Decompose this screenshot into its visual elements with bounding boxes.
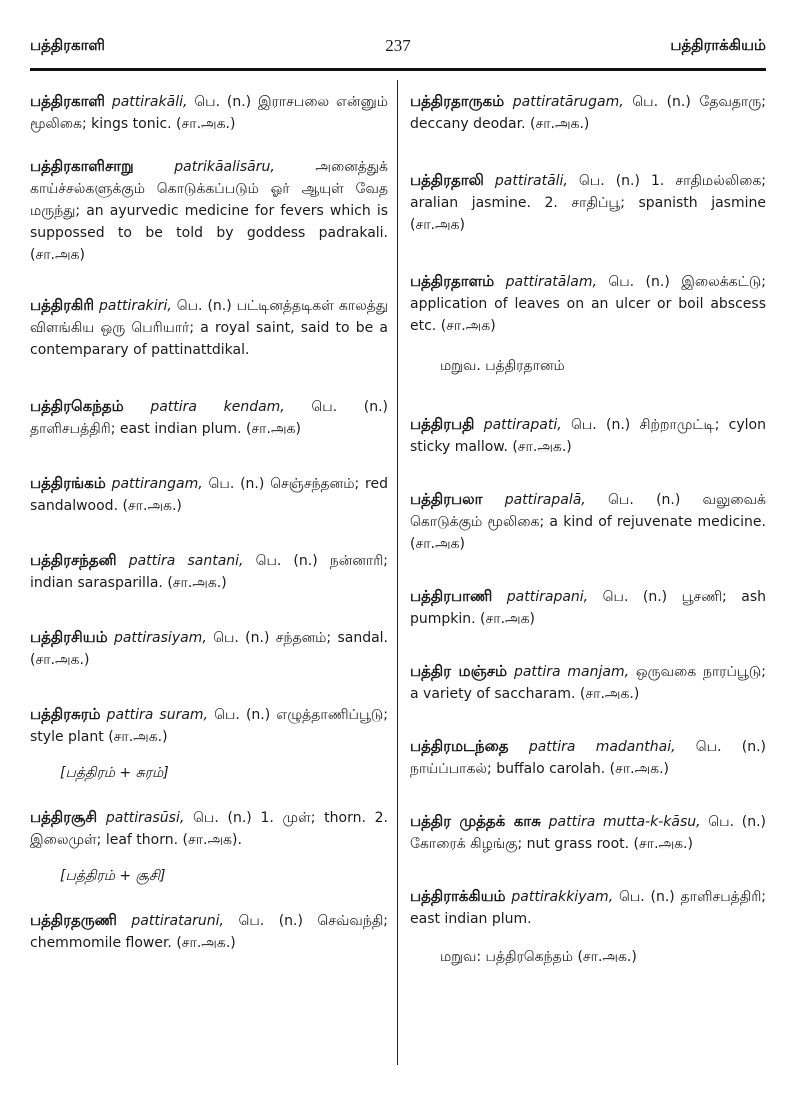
entry-headword: பத்திரதாருகம் — [410, 92, 505, 110]
entry-definition: பெ. (n.) பட்டினத்தடிகள் காலத்து விளங்கிய ஒரு பெரியார்; a royal saint, said to be a contemparary of pattinattdikal. — [30, 298, 388, 358]
entry-transliteration: patrikāalisāru, — [174, 159, 275, 175]
entry-headword: பத்திரகாளிசாறு — [30, 157, 134, 175]
entry-headword: பத்திரகிரி — [30, 296, 95, 314]
entry-transliteration: pattira madanthai, — [528, 739, 676, 755]
dictionary-entry — [410, 885, 766, 930]
entry-transliteration: pattirasūsi, — [105, 810, 185, 826]
dictionary-entry — [30, 806, 388, 851]
entry-transliteration: pattiratārugam, — [512, 94, 624, 110]
entry-transliteration: pattirapani, — [506, 589, 589, 605]
entry-definition: பெ. (n.) சிற்றாமுட்டி; cylon sticky mallow. (சா.அக.) — [410, 417, 766, 455]
entry-transliteration: pattiratālam, — [505, 274, 597, 290]
entry-definition: பெ. (n.) 1. சாதிமல்லிகை; aralian jasmine. 2. சாதிப்பூ; spanisth jasmine (சா.அக) — [410, 173, 766, 233]
entry-transliteration: pattirapalā, — [504, 492, 586, 508]
header-last-word: பத்திராக்கியம் — [670, 36, 766, 54]
entry-definition: பெ. (n.) செஞ்சந்தனம்; red sandalwood. (சா.அக.) — [30, 476, 388, 514]
entry-transliteration: pattira manjam, — [513, 664, 630, 680]
entry-headword: பத்திரசூசி — [30, 808, 98, 826]
entry-transliteration: pattirangam, — [111, 476, 203, 492]
dictionary-entry — [410, 413, 766, 458]
dictionary-entry — [410, 90, 766, 135]
entry-headword: பத்திரசியம் — [30, 628, 108, 646]
entry-definition: பெ. (n.) நாய்ப்பாகல்; buffalo carolah. (சா.அக.) — [410, 739, 766, 777]
entry-headword: பத்திரபலா — [410, 490, 483, 508]
entry-headword: பத்திரசுரம் — [30, 705, 101, 723]
entry-definition: ஒருவகை நாரப்பூடு; a variety of saccharam. (சா.அக.) — [410, 664, 766, 702]
entry-definition: பெ. (n.) தாளிசபத்திரி; east indian plum. (சா.அக) — [30, 399, 388, 437]
dictionary-entry — [30, 472, 388, 517]
entry-transliteration: pattira suram, — [106, 707, 209, 723]
entry-definition: பெ. (n.) வலுவைக் கொடுக்கும் மூலிகை; a kind of rejuvenate medicine. (சா.அக) — [410, 492, 767, 552]
header-first-word: பத்திரகாளி — [30, 36, 105, 54]
entry-definition: பெ. (n.) பூசணி; ash pumpkin. (சா.அக) — [410, 589, 766, 627]
entry-headword: பத்திரமடந்தை — [410, 737, 509, 755]
dictionary-entry — [410, 735, 766, 780]
entry-definition: பெ. (n.) இலைக்கட்டு; application of leaves on an ulcer or boil abscess etc. (சா.அக) — [410, 274, 766, 334]
entry-definition: பெ. (n.) எழுத்தாணிப்பூடு; style plant (சா.அக.) — [30, 707, 388, 745]
dictionary-entry — [410, 585, 766, 630]
page-number: 237 — [385, 36, 411, 55]
entry-headword: பத்திரகாளி — [30, 92, 105, 110]
entry-transliteration: pattirataruni, — [131, 913, 225, 929]
header-rule — [30, 68, 766, 71]
entry-headword: பத்திரகெந்தம் — [30, 397, 124, 415]
dictionary-entry — [30, 909, 388, 954]
entry-headword: பத்திரதாளம் — [410, 272, 495, 290]
entry-definition: பெ. (n.) சந்தனம்; sandal. (சா.அக.) — [30, 630, 388, 668]
dictionary-entry — [410, 810, 766, 855]
dictionary-entry — [30, 549, 388, 594]
entry-definition: பெ. (n.) தாளிசபத்திரி; east indian plum. — [410, 889, 767, 927]
entry-definition: பெ. (n.) செவ்வந்தி; chemmomile flower. (சா.அக.) — [30, 913, 389, 951]
entry-definition: பெ. (n.) நன்னாரி; indian sarasparilla. (சா.அக.) — [30, 553, 388, 591]
entry-headword: பத்திரபதி — [410, 415, 475, 433]
entry-headword: பத்திர மஞ்சம் — [410, 662, 508, 680]
entry-headword: பத்திராக்கியம் — [410, 887, 506, 905]
dictionary-entry — [410, 270, 766, 337]
dictionary-entry — [30, 294, 388, 361]
entry-synonym: மறுவ. பத்திரதானம் — [440, 358, 565, 374]
column-divider — [397, 80, 398, 1065]
entry-definition: பெ. (n.) 1. முள்; thorn. 2. இலைமுள்; leaf thorn. (சா.அக). — [30, 810, 389, 848]
dictionary-entry — [30, 90, 388, 135]
entry-transliteration: pattira kendam, — [150, 399, 285, 415]
entry-definition: பெ. (n.) தேவதாரு; deccany deodar. (சா.அக.) — [410, 94, 767, 132]
entry-headword: பத்திரபாணி — [410, 587, 493, 605]
dictionary-entry — [410, 660, 766, 705]
dictionary-entry — [30, 626, 388, 671]
entry-etymology: [பத்திரம் + சுரம்] — [60, 765, 169, 781]
dictionary-entry — [30, 155, 388, 266]
entry-headword: பத்திரதருணி — [30, 911, 117, 929]
entry-transliteration: pattirakāli, — [111, 94, 188, 110]
dictionary-entry — [410, 169, 766, 236]
right-column — [410, 82, 766, 968]
page-header — [30, 36, 766, 66]
entry-definition: அனைத்துக் காய்ச்சல்களுக்கும் கொடுக்கப்படும் ஓர் ஆயுள் வேத மருந்து; an ayurvedic medicine for fevers which is suppossed to be told by goddess padrakali. (சா.அக) — [30, 159, 388, 263]
entry-synonym: மறுவ: பத்திரகெந்தம் (சா.அக.) — [440, 949, 637, 965]
entry-definition: பெ. (n.) கோரைக் கிழங்கு; nut grass root. (சா.அக.) — [410, 814, 766, 852]
entry-transliteration: pattiratāli, — [494, 173, 568, 189]
entry-transliteration: pattirakiri, — [99, 298, 172, 314]
entry-headword: பத்திரசந்தனி — [30, 551, 117, 569]
entry-headword: பத்திரதாலி — [410, 171, 484, 189]
dictionary-entry — [30, 703, 388, 748]
entry-etymology: [பத்திரம் + சூசி] — [60, 868, 166, 884]
entry-transliteration: pattirapati, — [483, 417, 562, 433]
entry-definition: பெ. (n.) இராசபலை என்னும் மூலிகை; kings tonic. (சா.அக.) — [30, 94, 388, 132]
entry-transliteration: pattira mutta-k-kāsu, — [548, 814, 701, 830]
dictionary-entry — [410, 488, 766, 555]
entry-transliteration: pattirakkiyam, — [511, 889, 614, 905]
entry-transliteration: pattirasiyam, — [113, 630, 207, 646]
left-column — [30, 82, 388, 954]
dictionary-entry — [30, 395, 388, 440]
entry-headword: பத்திரங்கம் — [30, 474, 106, 492]
entry-headword: பத்திர முத்தக் காசு — [410, 812, 541, 830]
entry-transliteration: pattira santani, — [128, 553, 244, 569]
